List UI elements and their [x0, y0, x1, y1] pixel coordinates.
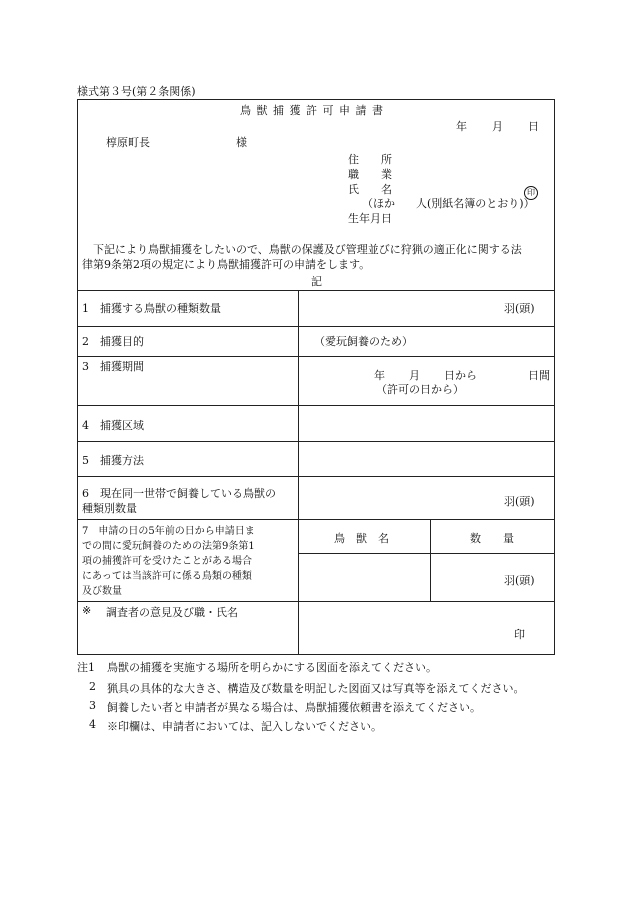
row-divider [78, 441, 554, 442]
note-3-number: 3 [89, 699, 96, 712]
row8-mark: ※ [82, 604, 92, 617]
row3-month: 月 [409, 369, 420, 382]
row7-label-line-4: にあっては当該許可に係る鳥類の種類 [82, 571, 252, 582]
date-day: 日 [528, 120, 539, 133]
form-title: 鳥 獣 捕 獲 許 可 申 請 書 [240, 104, 384, 117]
row3-year: 年 [374, 369, 385, 382]
others-suffix: 人(別紙名簿のとおり)） [416, 197, 535, 210]
row-divider [78, 290, 554, 291]
row-divider [78, 601, 554, 602]
note-2-text: 猟具の具体的な大きさ、構造及び数量を明記した図面又は写真等を添えてください。 [107, 682, 525, 695]
row-divider [78, 405, 554, 406]
note-1-text: 鳥獣の捕獲を実施する場所を明らかにする図面を添えてください。 [107, 661, 437, 674]
column-divider [298, 290, 299, 655]
row2-value: （愛玩飼養のため） [314, 335, 413, 348]
date-month: 月 [492, 120, 503, 133]
row4-label: 4 捕獲区域 [82, 419, 144, 432]
note-1-number: 注1 [77, 661, 95, 674]
body-text-line-1: 下記により鳥獣捕獲をしたいので、鳥獣の保護及び管理並びに狩猟の適正化に関する法 [82, 243, 522, 256]
row-divider [298, 553, 554, 554]
date-year: 年 [456, 120, 467, 133]
row7-species-header: 鳥 獣 名 [334, 532, 389, 545]
row1-unit: 羽(頭) [504, 302, 535, 315]
row7-unit: 羽(頭) [504, 574, 535, 587]
row7-label-line-2: での間に愛玩飼養のための法第9条第1 [82, 541, 255, 552]
row6-label-line-2: 種類別数量 [82, 502, 137, 515]
column-divider [430, 519, 431, 601]
row3-label: 3 捕獲期間 [82, 360, 144, 373]
row2-label: 2 捕獲目的 [82, 335, 144, 348]
row-divider [78, 356, 554, 357]
birthdate-label: 生年月日 [348, 212, 392, 225]
addressee-honorific: 様 [236, 136, 247, 149]
body-text-line-2: 律第9条第2項の規定により鳥獣捕獲許可の申請をします。 [82, 258, 371, 271]
note-3-text: 飼養したい者と申請者が異なる場合は、鳥獣捕獲依頼書を添えてください。 [107, 701, 481, 714]
note-2-number: 2 [89, 680, 96, 693]
row8-seal: 印 [514, 628, 525, 641]
row7-label-line-5: 及び数量 [82, 586, 122, 597]
row6-label-line-1: 6 現在同一世帯で飼養している鳥獣の [82, 487, 276, 500]
note-4-text: ※印欄は、申請者においては、記入しないでください。 [107, 720, 382, 733]
row3-days: 日間 [528, 369, 550, 382]
address-label: 住 所 [348, 153, 392, 166]
row7-label-line-3: 項の捕獲許可を受けたことがある場合 [82, 556, 252, 567]
note-4-number: 4 [89, 718, 96, 731]
row5-label: 5 捕獲方法 [82, 454, 144, 467]
form-number: 様式第３号(第２条関係) [77, 85, 196, 98]
row8-label: 調査者の意見及び職・氏名 [106, 606, 238, 619]
addressee-name: 椁原町長 [106, 136, 150, 149]
name-label: 氏 名 [348, 183, 392, 196]
row7-label-line-1: 7 申請の日の5年前の日から申請日ま [82, 526, 255, 537]
row-divider [78, 519, 554, 520]
row3-from: 日から [444, 369, 477, 382]
others-prefix: （ほか [362, 197, 395, 210]
row1-label: 1 捕獲する鳥獣の種類数量 [82, 302, 221, 315]
row6-unit: 羽(頭) [504, 495, 535, 508]
ki-label: 記 [311, 275, 322, 288]
row-divider [78, 476, 554, 477]
row7-quantity-header: 数 量 [470, 532, 514, 545]
seal-icon: 印 [524, 180, 538, 200]
occupation-label: 職 業 [348, 168, 392, 181]
row-divider [78, 326, 554, 327]
row3-note: （許可の日から） [376, 383, 464, 396]
